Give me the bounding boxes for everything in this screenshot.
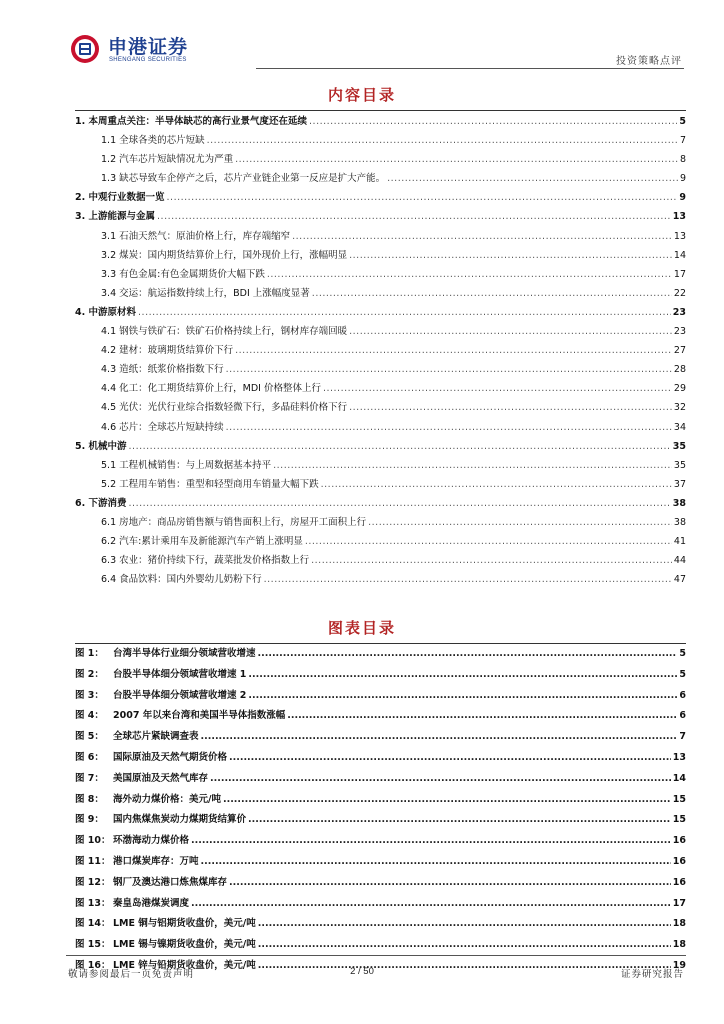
figure-label: LME 锡与镍期货收盘价，美元/吨 — [113, 939, 256, 951]
toc-entry-label: 4.3 造纸：纸浆价格指数下行 — [101, 364, 224, 376]
figure-page: 7 — [679, 731, 686, 743]
toc-entry-page: 44 — [673, 555, 686, 567]
toc-entry[interactable] — [75, 150, 686, 169]
figure-page: 16 — [672, 855, 686, 867]
toc-entry[interactable] — [75, 322, 686, 341]
figure-number: 图 10： — [75, 835, 111, 847]
figure-number: 图 15： — [75, 939, 111, 951]
toc-entry[interactable] — [75, 112, 686, 131]
figure-number: 图 8： — [75, 793, 104, 805]
toc-leader-dots — [349, 322, 672, 341]
figure-label: 全球芯片紧缺调查表 — [113, 731, 199, 743]
toc-entry-label: 6.4 食品饮料：国内外婴幼儿奶粉下行 — [101, 574, 262, 586]
figure-leader-dots — [248, 810, 671, 831]
toc-leader-dots — [138, 303, 671, 322]
toc-entry-label: 5. 机械中游 — [75, 440, 127, 452]
figure-label: 海外动力煤价格：美元/吨 — [113, 793, 221, 805]
toc-leader-dots — [349, 246, 672, 265]
figure-leader-dots — [287, 706, 677, 727]
toc-entry-page: 14 — [673, 249, 686, 261]
figure-page: 14 — [672, 772, 686, 784]
toc-leader-dots — [267, 265, 672, 284]
toc-entry[interactable] — [75, 570, 686, 589]
page-indicator: 2 / 50 — [350, 966, 374, 977]
figure-number: 图 3： — [75, 689, 104, 701]
figure-leader-dots — [210, 769, 671, 790]
figure-page: 15 — [672, 814, 686, 826]
figure-number: 图 1： — [75, 648, 104, 659]
figure-entry[interactable] — [75, 894, 686, 915]
figure-leader-dots — [229, 873, 671, 894]
toc-entry-page: 41 — [673, 536, 686, 548]
logo-chinese-name: 申港证券 — [108, 36, 189, 58]
page-header — [70, 30, 684, 70]
figure-number: 图 4： — [75, 710, 104, 722]
toc-entry[interactable] — [75, 437, 686, 456]
figure-entry[interactable] — [75, 935, 686, 956]
figure-leader-dots — [229, 748, 671, 769]
toc-leader-dots — [311, 551, 672, 570]
toc-leader-dots — [167, 188, 678, 207]
toc-leader-dots — [157, 207, 671, 226]
toc-entry-page: 37 — [673, 478, 686, 490]
figure-entry[interactable] — [75, 706, 686, 727]
toc-entry[interactable] — [75, 284, 686, 303]
figure-label: 台股半导体细分领域营收增速 2 — [113, 689, 247, 701]
toc-entry-label: 3. 上游能源与金属 — [75, 211, 156, 223]
toc-leader-dots — [292, 227, 672, 246]
toc-leader-dots — [273, 456, 672, 475]
toc-entry[interactable] — [75, 418, 686, 437]
toc-leader-dots — [264, 570, 672, 589]
figure-entry[interactable] — [75, 810, 686, 831]
toc-entry-label: 1. 本周重点关注：半导体缺芯的高行业景气度还在延续 — [75, 116, 308, 127]
list-of-figures — [75, 644, 686, 977]
figure-label: LME 锌与铅期货收盘价，美元/吨 — [113, 959, 256, 971]
toc-entry-page: 29 — [673, 383, 686, 395]
figure-entry[interactable] — [75, 644, 686, 665]
figure-label: 国际原油及天然气期货价格 — [113, 751, 228, 763]
figure-label: LME 铜与铝期货收盘价，美元/吨 — [113, 918, 256, 930]
toc-leader-dots — [321, 475, 672, 494]
toc-entry-label: 4.2 建材：玻璃期货结算价下行 — [101, 345, 234, 357]
figure-page: 6 — [679, 710, 686, 722]
toc-entry-page: 13 — [673, 230, 686, 242]
toc-entry-page: 38 — [673, 516, 686, 528]
toc-leader-dots — [235, 150, 678, 169]
toc-entry-label: 5.1 工程机械销售：与上周数据基本持平 — [101, 459, 272, 471]
figure-entry[interactable] — [75, 748, 686, 769]
figures-title: 图表目录 — [327, 619, 396, 637]
figure-entry[interactable] — [75, 727, 686, 748]
toc-leader-dots — [305, 532, 672, 551]
toc-entry[interactable] — [75, 188, 686, 207]
toc-leader-dots — [349, 398, 672, 417]
toc-entry-page: 32 — [673, 402, 686, 414]
toc-entry[interactable] — [75, 246, 686, 265]
toc-entry[interactable] — [75, 131, 686, 150]
figure-entry[interactable] — [75, 873, 686, 894]
figure-page: 16 — [672, 876, 686, 888]
toc-entry-label: 4.5 光伏：光伏行业综合指数轻微下行，多晶硅料价格下行 — [101, 402, 348, 414]
figure-entry[interactable] — [75, 831, 686, 852]
toc-leader-dots — [323, 379, 672, 398]
figure-entry[interactable] — [75, 852, 686, 873]
figure-page: 5 — [679, 648, 686, 659]
disclaimer-note: 敬请参阅最后一页免责声明 — [68, 969, 195, 980]
toc-entry[interactable] — [75, 513, 686, 532]
figure-number: 图 5： — [75, 731, 104, 743]
figure-entry[interactable] — [75, 686, 686, 707]
company-logo-icon — [70, 34, 100, 64]
toc-leader-dots — [226, 418, 672, 437]
toc-leader-dots — [207, 131, 678, 150]
figure-label: 钢厂及澳达港口炼焦煤库存 — [113, 876, 228, 888]
toc-leader-dots — [387, 169, 678, 188]
toc-entry-page: 35 — [673, 459, 686, 471]
figure-entry[interactable] — [75, 914, 686, 935]
figure-page: 17 — [672, 897, 686, 909]
figure-entry[interactable] — [75, 790, 686, 811]
figure-entry[interactable] — [75, 769, 686, 790]
toc-entry-label: 4.1 钢铁与铁矿石：铁矿石价格持续上行，钢材库存端回暖 — [101, 326, 348, 338]
figure-number: 图 6： — [75, 751, 104, 763]
figure-leader-dots — [201, 727, 678, 748]
figure-page: 18 — [672, 939, 686, 951]
toc-entry[interactable] — [75, 207, 686, 226]
toc-entry-label: 4.4 化工：化工期货结算价上行，MDI 价格整体上行 — [101, 383, 321, 395]
figure-page: 5 — [679, 668, 686, 680]
report-category: 证券研究报告 — [620, 969, 684, 980]
figure-page: 13 — [672, 751, 686, 763]
toc-entry-page: 35 — [672, 440, 686, 452]
figure-number: 图 11： — [75, 855, 111, 867]
figure-number: 图 2： — [75, 668, 104, 680]
toc-entry-label: 3.4 交运：航运指数持续上行，BDI 上涨幅度显著 — [101, 287, 310, 299]
toc-entry[interactable] — [75, 227, 686, 246]
header-divider — [256, 68, 684, 69]
figure-page: 18 — [672, 918, 686, 930]
figure-entry[interactable] — [75, 665, 686, 686]
toc-entry[interactable] — [75, 551, 686, 570]
toc-entry[interactable] — [75, 456, 686, 475]
figure-number: 图 14： — [75, 918, 111, 930]
toc-leader-dots — [235, 341, 672, 360]
toc-entry[interactable] — [75, 494, 686, 513]
figure-number: 图 9： — [75, 814, 104, 826]
figure-leader-dots — [258, 935, 671, 956]
figure-number: 图 16： — [75, 959, 111, 971]
toc-entry-page: 28 — [673, 364, 686, 376]
toc-leader-dots — [129, 494, 671, 513]
toc-leader-dots — [309, 112, 677, 131]
toc-entry-label: 6.2 汽车:累计乘用车及新能源汽车产销上涨明显 — [101, 536, 303, 548]
toc-entry-page: 7 — [679, 135, 686, 147]
toc-entry-page: 5 — [679, 116, 686, 127]
figure-number: 图 13： — [75, 897, 111, 909]
toc-entry-label: 6.3 农业：猪价持续下行，蔬菜批发价格指数上行 — [101, 555, 310, 567]
toc-entry-label: 3.3 有色金属:有色金属期货价大幅下跌 — [101, 268, 265, 280]
toc-leader-dots — [226, 360, 672, 379]
figure-leader-dots — [201, 852, 671, 873]
figure-leader-dots — [258, 914, 671, 935]
figure-page: 16 — [672, 835, 686, 847]
toc-title: 内容目录 — [327, 86, 396, 104]
figure-number: 图 12： — [75, 876, 111, 888]
figure-page: 19 — [672, 959, 686, 971]
figure-page: 15 — [672, 793, 686, 805]
logo-english-name: SHENGANG SECURITIES — [109, 57, 187, 63]
figure-leader-dots — [191, 894, 671, 915]
toc-entry-label: 2. 中观行业数据一览 — [75, 192, 165, 204]
figure-label: 台股半导体细分领域营收增速 1 — [113, 668, 247, 680]
table-of-contents — [75, 112, 686, 589]
figure-label: 台湾半导体行业细分领域营收增速 — [113, 648, 256, 659]
toc-title-divider — [75, 110, 686, 111]
toc-entry-page: 47 — [673, 574, 686, 586]
figure-label: 秦皇岛港煤炭调度 — [113, 897, 190, 909]
toc-entry-page: 9 — [679, 173, 686, 185]
figure-leader-dots — [191, 831, 671, 852]
toc-entry[interactable] — [75, 398, 686, 417]
figure-leader-dots — [248, 686, 677, 707]
figure-label: 环渤海动力煤价格 — [113, 835, 190, 847]
toc-entry-label: 3.1 石油天然气：原油价格上行，库存端缩窄 — [101, 230, 291, 242]
toc-entry-label: 1.3 缺芯导致车企停产之后，芯片产业链企业第一反应是扩大产能。 — [101, 173, 386, 185]
toc-leader-dots — [368, 513, 672, 532]
figure-label: 国内焦煤焦炭动力煤期货结算价 — [113, 814, 247, 826]
toc-entry-label: 1.2 汽车芯片短缺情况尤为严重 — [101, 154, 234, 166]
toc-entry[interactable] — [75, 379, 686, 398]
toc-entry-label: 6. 下游消费 — [75, 497, 127, 509]
toc-leader-dots — [129, 437, 671, 456]
toc-entry-label: 4.6 芯片：全球芯片短缺持续 — [101, 421, 224, 433]
figure-label: 港口煤炭库存：万吨 — [113, 855, 199, 867]
toc-entry[interactable] — [75, 169, 686, 188]
toc-entry-page: 9 — [679, 192, 686, 204]
toc-entry-page: 38 — [672, 497, 686, 509]
toc-entry[interactable] — [75, 303, 686, 322]
toc-entry-label: 4. 中游原材料 — [75, 306, 137, 318]
toc-entry-page: 17 — [673, 268, 686, 280]
figure-leader-dots — [223, 790, 671, 811]
toc-entry[interactable] — [75, 265, 686, 284]
figure-number: 图 7： — [75, 772, 104, 784]
toc-entry-label: 6.1 房地产：商品房销售额与销售面积上行，房屋开工面积上行 — [101, 516, 367, 528]
toc-entry-page: 23 — [672, 306, 686, 318]
figure-label: 美国原油及天然气库存 — [113, 772, 209, 784]
toc-entry-page: 23 — [673, 326, 686, 338]
toc-entry-page: 27 — [673, 345, 686, 357]
figure-label: 2007 年以来台湾和美国半导体指数涨幅 — [113, 710, 286, 722]
toc-entry-page: 22 — [673, 287, 686, 299]
toc-entry-page: 13 — [672, 211, 686, 223]
toc-entry-label: 3.2 煤炭：国内期货结算价上行，国外现价上行，涨幅明显 — [101, 249, 348, 261]
footer-divider — [66, 955, 686, 956]
toc-entry-page: 34 — [673, 421, 686, 433]
toc-entry[interactable] — [75, 341, 686, 360]
figure-leader-dots — [258, 644, 678, 665]
toc-leader-dots — [312, 284, 672, 303]
report-type: 投资策略点评 — [616, 56, 682, 67]
toc-entry-label: 5.2 工程用车销售：重型和轻型商用车销量大幅下跌 — [101, 478, 319, 490]
toc-entry[interactable] — [75, 475, 686, 494]
figure-page: 6 — [679, 689, 686, 701]
toc-entry-page: 8 — [679, 154, 686, 166]
toc-entry[interactable] — [75, 532, 686, 551]
toc-entry[interactable] — [75, 360, 686, 379]
figure-leader-dots — [248, 665, 677, 686]
toc-entry-label: 1.1 全球各类的芯片短缺 — [101, 135, 205, 147]
